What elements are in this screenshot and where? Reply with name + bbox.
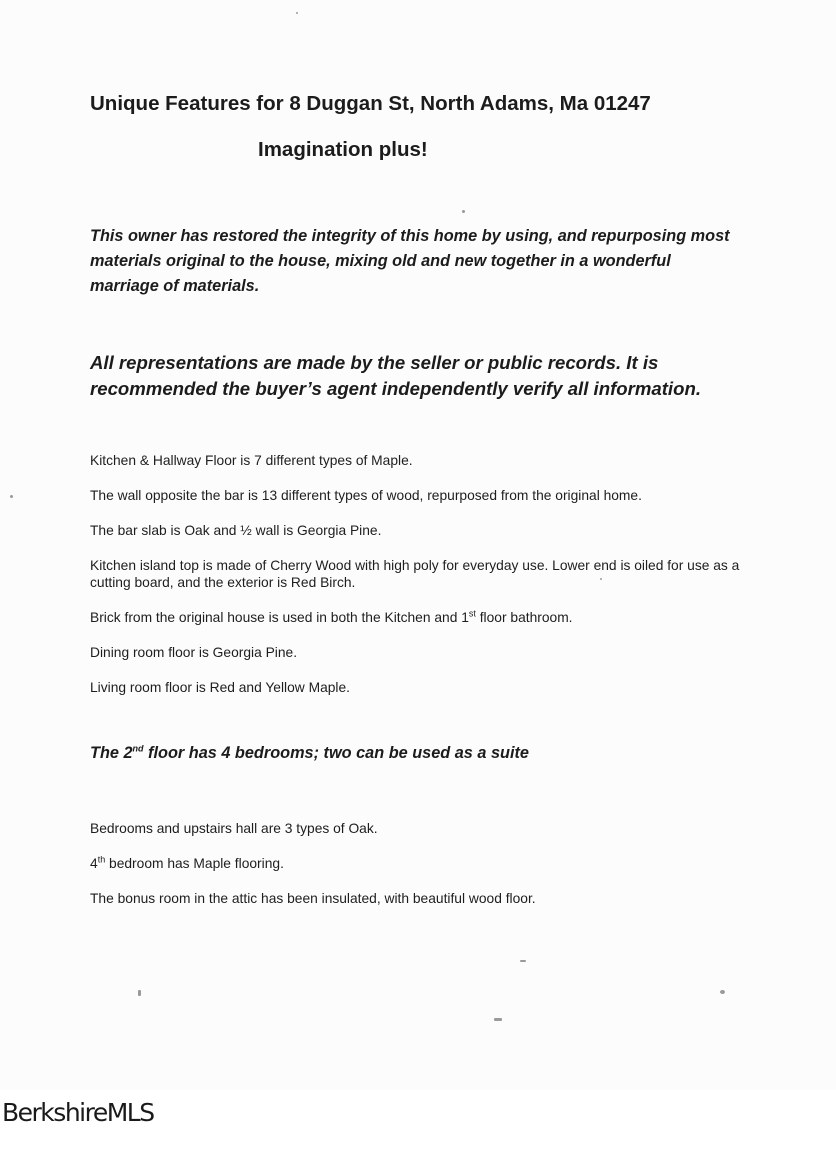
feature-text: Brick from the original house is used in both the Kitchen and 1 bbox=[90, 610, 469, 625]
feature-item: Kitchen & Hallway Floor is 7 different types of Maple. bbox=[90, 453, 413, 468]
scan-speck bbox=[10, 495, 13, 498]
ordinal-suffix: nd bbox=[132, 743, 144, 754]
second-floor-feature-list bbox=[90, 820, 770, 907]
feature-text: 4 bbox=[90, 856, 98, 871]
heading-text: floor has 4 bedrooms; two can be used as a suite bbox=[143, 744, 529, 762]
feature-text: bedroom has Maple flooring. bbox=[105, 856, 284, 871]
feature-item: The bar slab is Oak and ½ wall is Georgia Pine. bbox=[90, 523, 382, 538]
feature-item: Bedrooms and upstairs hall are 3 types of Oak. bbox=[90, 821, 378, 836]
berkshire-mls-watermark: BerkshireMLS bbox=[2, 1098, 154, 1127]
first-floor-feature-list bbox=[90, 452, 770, 696]
document-title: Unique Features for 8 Duggan St, North Adams, Ma 01247 bbox=[90, 92, 651, 115]
ordinal-suffix: st bbox=[468, 608, 476, 619]
feature-item: Living room floor is Red and Yellow Maple. bbox=[90, 680, 350, 695]
scan-speck bbox=[520, 960, 526, 962]
feature-item: The wall opposite the bar is 13 different types of wood, repurposed from the original home. bbox=[90, 488, 642, 503]
heading-text: The 2 bbox=[90, 744, 133, 762]
feature-text: floor bathroom. bbox=[475, 610, 573, 625]
scan-speck bbox=[462, 210, 465, 213]
scan-speck bbox=[600, 578, 602, 580]
scan-speck bbox=[138, 990, 141, 996]
feature-item bbox=[90, 855, 770, 872]
feature-item: The bonus room in the attic has been insulated, with beautiful wood floor. bbox=[90, 891, 536, 906]
feature-item bbox=[90, 609, 770, 626]
document-subtitle: Imagination plus! bbox=[258, 138, 428, 161]
feature-item: Kitchen island top is made of Cherry Wood with high poly for everyday use. Lower end is oiled for use as a cutting board, and the exterior is Red Birch. bbox=[90, 558, 740, 590]
disclaimer-paragraph: All representations are made by the seller or public records. It is recommended the buyer’s agent independently verify all information. bbox=[90, 352, 701, 399]
ordinal-suffix: th bbox=[97, 854, 106, 865]
second-floor-heading bbox=[90, 744, 529, 763]
scan-speck bbox=[494, 1018, 502, 1021]
feature-item: Dining room floor is Georgia Pine. bbox=[90, 645, 298, 660]
scan-speck bbox=[720, 990, 725, 994]
intro-paragraph: This owner has restored the integrity of this home by using, and repurposing most materials original to the house, mixing old and new together in a wonderful marriage of materials. bbox=[90, 227, 730, 295]
scan-speck bbox=[296, 12, 298, 14]
